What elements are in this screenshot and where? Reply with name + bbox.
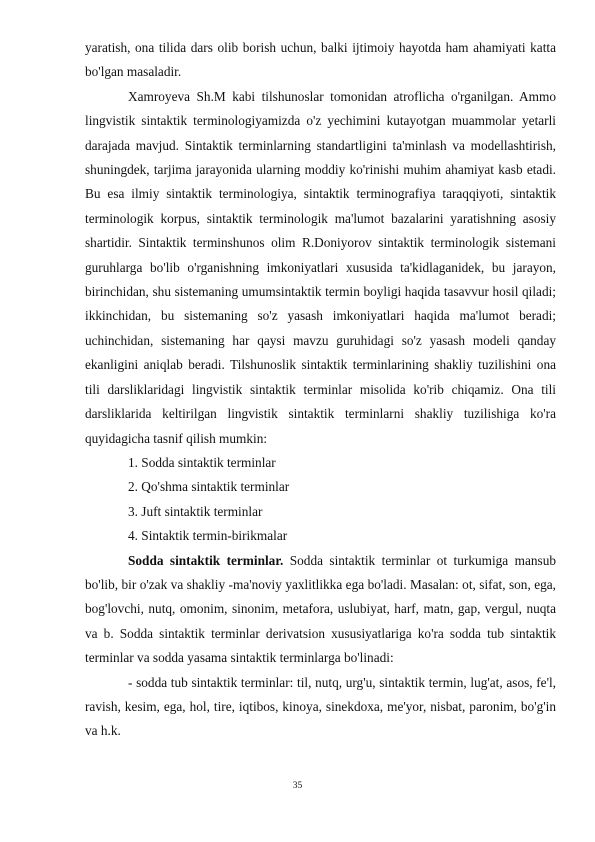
paragraph-sodda <box>85 549 556 671</box>
list-item: 3. Juft sintaktik terminlar <box>128 503 263 519</box>
list-item: 1. Sodda sintaktik terminlar <box>128 454 276 470</box>
list-item: 2. Qo'shma sintaktik terminlar <box>128 479 290 495</box>
document-page <box>85 36 556 744</box>
paragraph-examples: - sodda tub sintaktik terminlar: til, nutq, urg'u, sintaktik termin, lug'at, asos, fe'l, ravish, kesim, ega, hol, tire, iqtibos, kinoya, sinekdoxa, me'yor, nisbat, paronim, bo'g'in va h.k. <box>85 674 556 739</box>
paragraph-intro: yaratish, ona tilida dars olib borish uchun, balki ijtimoiy hayotda ham ahamiyati katta bo'lgan masaladir. <box>85 40 556 80</box>
page-number: 35 <box>292 781 303 791</box>
classification-list <box>85 451 556 549</box>
paragraph-heading: Sodda sintaktik terminlar. <box>128 552 284 568</box>
list-item: 4. Sintaktik termin-birikmalar <box>128 528 288 544</box>
paragraph-main: Xamroyeva Sh.M kabi tilshunoslar tomonidan atroflicha o'rganilgan. Ammo lingvistik sintaktik terminologiyamizda o'z yechimini kutayotgan muammolar yetarli darajada mavjud. Sintaktik terminlarning standartligini ta'minlash va modellashtirish, shuningdek, tarjima jarayonida ularning moddiy ko'rinishi muhim ahamiyat kasb etadi. Bu esa ilmiy sintaktik terminologiya, sintaktik terminografiya taraqqiyoti, sintaktik terminologik korpus, sintaktik terminologik ma'lumot bazalarini yaratishning asosiy shartidir. Sintaktik terminshunos olim R.Doniyorov sintaktik terminologik sistemani guruhlarga bo'lib o'rganishning imkoniyatlari xususida ta'kidlaganidek, bu jarayon, birinchidan, shu sistemaning umumsintaktik termin boyligi haqida tasavvur hosil qiladi; ikkinchidan, bu sistemaning so'z yasash imkoniyatlari haqida ma'lumot beradi; uchinchidan, sistemaning har qaysi mavzu guruhidagi so'z yasash modeli qanday ekanligini aniqlab beradi. Tilshunoslik sintaktik terminlarining shakliy tuzilishini ona tili darsliklaridagi lingvistik sintaktik terminlar misolida ko'rib chiqamiz. Ona tili darsliklarida keltirilgan lingvistik sintaktik terminlarni shakliy tuzilishiga ko'ra quyidagicha tasnif qilish mumkin: <box>85 88 556 446</box>
paragraph-body: Sodda sintaktik terminlar ot turkumiga mansub bo'lib, bir o'zak va shakliy -ma'noviy yaxlitlikka ega bo'ladi. Masalan: ot, sifat, son, ega, bog'lovchi, nutq, omonim, sinonim, metafora, uslubiyat, harf, matn, gap, vergul, nuqta va b. Sodda sintaktik terminlar derivatsion xususiyatlariga ko'ra sodda tub sintaktik terminlar va sodda yasama sintaktik terminlarga bo'linadi: <box>85 552 556 666</box>
